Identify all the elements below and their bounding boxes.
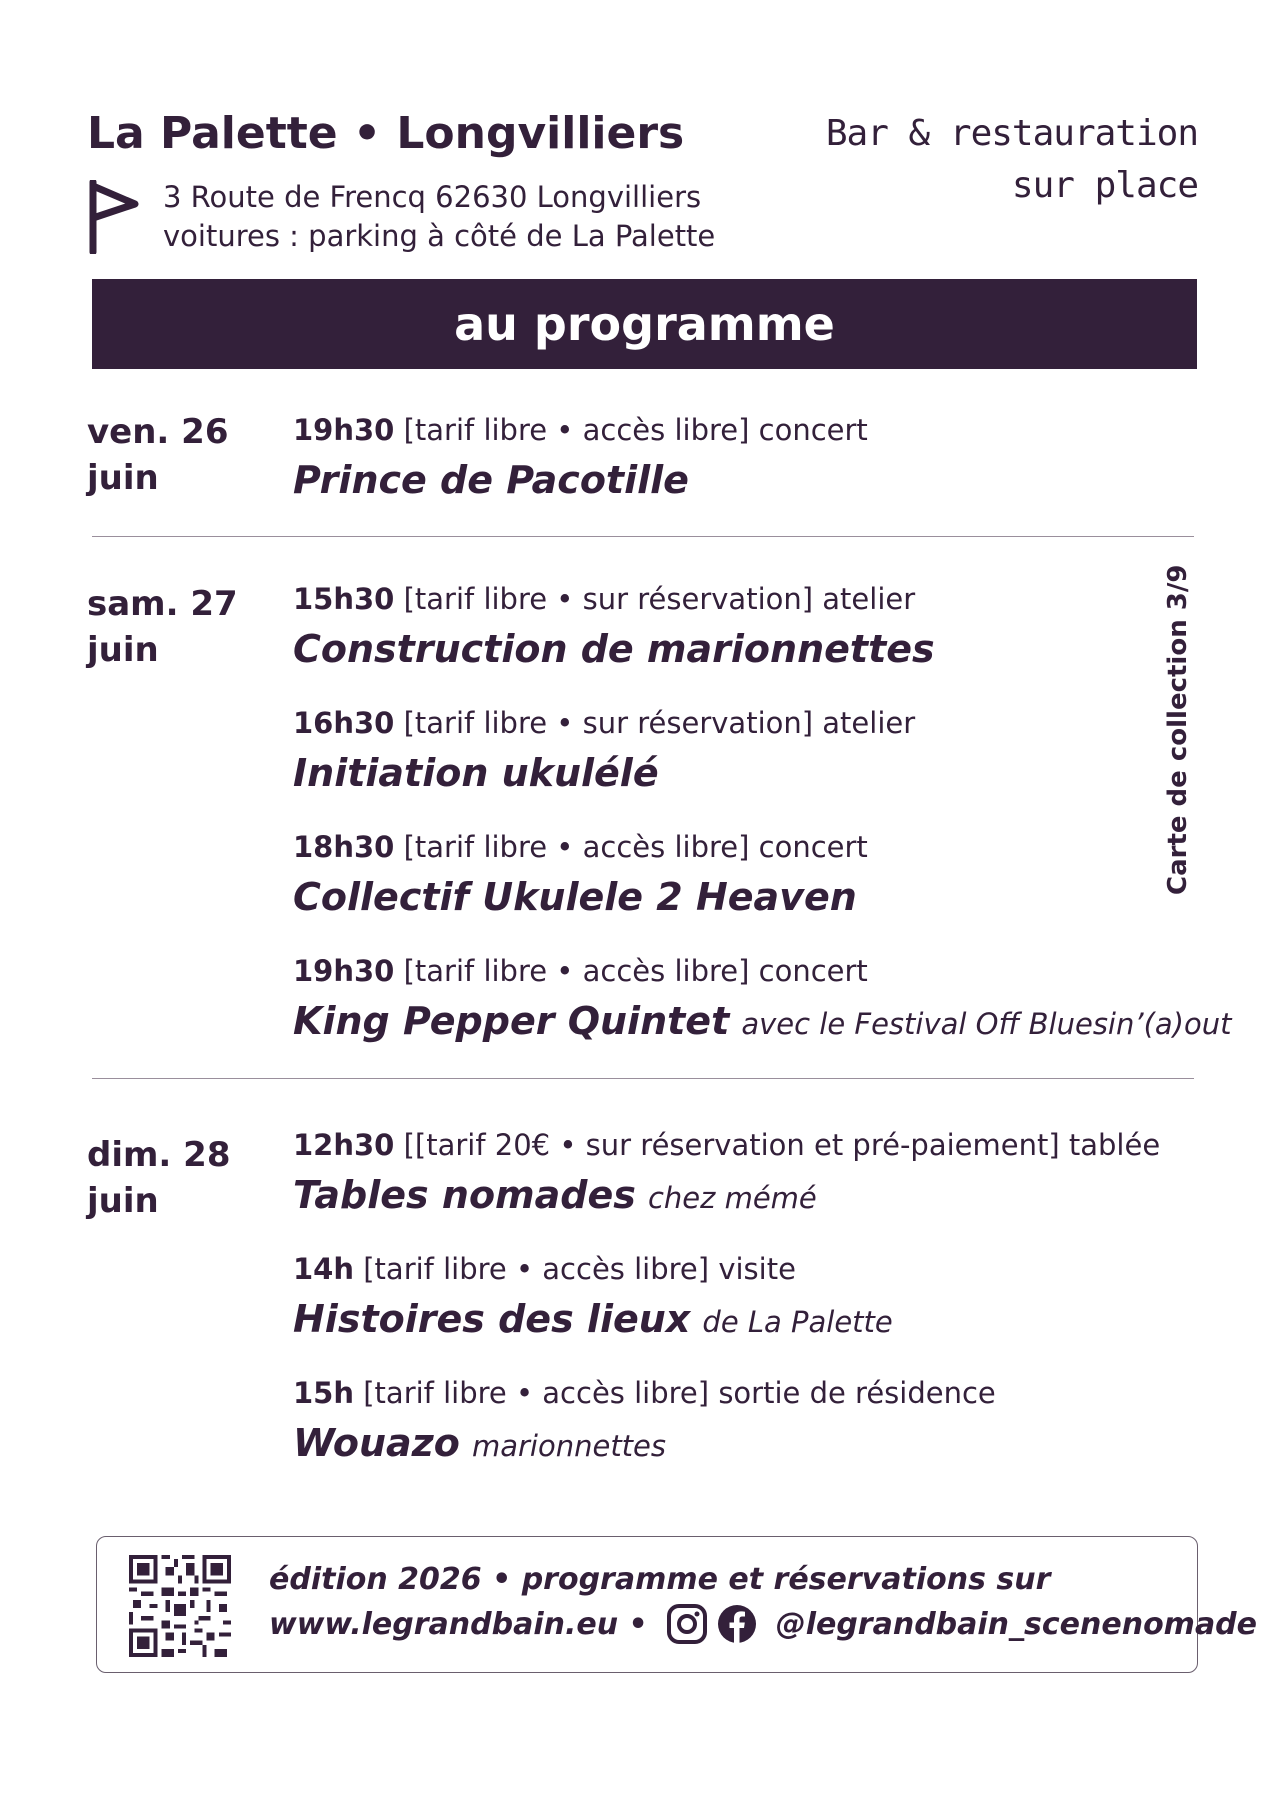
event-time: 15h xyxy=(293,1376,355,1410)
flag-icon xyxy=(89,180,141,254)
bar-restauration-note xyxy=(826,108,1198,212)
event-kind: concert xyxy=(758,954,868,988)
event-meta xyxy=(293,580,935,618)
footer-links xyxy=(269,1603,1257,1645)
event-title: Histoires des lieux xyxy=(293,1297,691,1341)
day-label xyxy=(87,409,229,501)
day-month: juin xyxy=(87,458,159,498)
event-title-line xyxy=(293,994,1231,1051)
event-title-line xyxy=(293,1292,893,1349)
event-title: Initiation ukulélé xyxy=(293,751,659,795)
event-subtitle: marionnettes xyxy=(471,1429,667,1463)
event-title-line xyxy=(293,622,935,676)
event-subtitle: avec le Festival Off Bluesin’(a)out xyxy=(741,1007,1232,1041)
event-info: [tarif libre • accès libre] xyxy=(394,830,759,864)
event-meta xyxy=(293,1374,996,1412)
event-time: 19h30 xyxy=(293,954,395,988)
program-banner: au programme xyxy=(92,279,1197,369)
day-name: dim. 28 xyxy=(87,1135,231,1175)
day-month: juin xyxy=(87,1181,159,1221)
event-kind: atelier xyxy=(822,706,916,740)
event-subtitle: chez mémé xyxy=(647,1181,817,1215)
event-meta xyxy=(293,1250,893,1288)
qr-code-icon[interactable] xyxy=(129,1555,231,1657)
event-info: [tarif libre • accès libre] xyxy=(394,413,759,447)
event-item xyxy=(293,411,868,507)
event-time: 16h30 xyxy=(293,706,395,740)
day-name: sam. 27 xyxy=(87,584,238,624)
event-time: 19h30 xyxy=(293,413,395,447)
event-time: 18h30 xyxy=(293,830,395,864)
instagram-icon[interactable] xyxy=(666,1603,708,1645)
event-item xyxy=(293,1126,1160,1225)
event-meta xyxy=(293,952,1231,990)
separator xyxy=(92,536,1194,537)
day-month: juin xyxy=(87,630,159,670)
event-title-line xyxy=(293,1416,996,1473)
event-meta xyxy=(293,704,915,742)
event-meta xyxy=(293,1126,1160,1164)
event-info: [tarif libre • sur réservation] xyxy=(394,582,823,616)
address-line: 3 Route de Frencq 62630 Longvilliers xyxy=(163,180,702,214)
social-handle[interactable]: @legrandbain_scenenomade xyxy=(775,1606,1258,1642)
event-meta xyxy=(293,828,868,866)
event-subtitle: de La Palette xyxy=(702,1305,893,1339)
event-item xyxy=(293,828,868,924)
event-kind: concert xyxy=(758,830,868,864)
facebook-icon[interactable] xyxy=(716,1603,758,1645)
bar-line-2: sur place xyxy=(1011,165,1198,206)
day-name: ven. 26 xyxy=(87,412,229,452)
event-item xyxy=(293,704,915,800)
event-info: [tarif libre • accès libre] xyxy=(354,1376,719,1410)
event-time: 12h30 xyxy=(293,1128,395,1162)
event-title-line xyxy=(293,453,868,507)
parking-info: voitures : parking à côté de La Palette xyxy=(163,219,716,253)
event-kind: atelier xyxy=(822,582,916,616)
event-kind: visite xyxy=(718,1252,796,1286)
separator xyxy=(92,1078,1194,1079)
event-info: [tarif libre • accès libre] xyxy=(354,1252,719,1286)
day-label xyxy=(87,1132,231,1224)
website-link[interactable]: www.legrandbain.eu • xyxy=(269,1606,648,1642)
event-time: 14h xyxy=(293,1252,355,1286)
footer-edition-text: édition 2026 • programme et réservations sur xyxy=(269,1562,1051,1597)
event-item xyxy=(293,580,935,676)
event-item xyxy=(293,1374,996,1473)
event-title-line xyxy=(293,870,868,924)
collection-card-label: Carte de collection 3/9 xyxy=(1163,564,1193,895)
event-kind: sortie de résidence xyxy=(718,1376,996,1410)
event-info: [tarif libre • accès libre] xyxy=(394,954,759,988)
event-title-line xyxy=(293,746,915,800)
event-item xyxy=(293,1250,893,1349)
event-title: Wouazo xyxy=(293,1421,460,1465)
event-time: 15h30 xyxy=(293,582,395,616)
event-title: Collectif Ukulele 2 Heaven xyxy=(293,875,857,919)
day-label xyxy=(87,581,238,673)
event-info: [[tarif 20€ • sur réservation et pré-paiement] xyxy=(394,1128,1069,1162)
event-title: Construction de marionnettes xyxy=(293,627,935,671)
event-kind: tablée xyxy=(1068,1128,1161,1162)
event-title: Prince de Pacotille xyxy=(293,458,689,502)
event-info: [tarif libre • sur réservation] xyxy=(394,706,823,740)
event-title: Tables nomades xyxy=(293,1173,636,1217)
event-meta xyxy=(293,411,868,449)
event-title-line xyxy=(293,1168,1160,1225)
event-title: King Pepper Quintet xyxy=(293,999,730,1043)
event-kind: concert xyxy=(758,413,868,447)
event-item xyxy=(293,952,1231,1051)
venue-title: La Palette • Longvilliers xyxy=(87,108,685,159)
bar-line-1: Bar & restauration xyxy=(825,113,1198,154)
